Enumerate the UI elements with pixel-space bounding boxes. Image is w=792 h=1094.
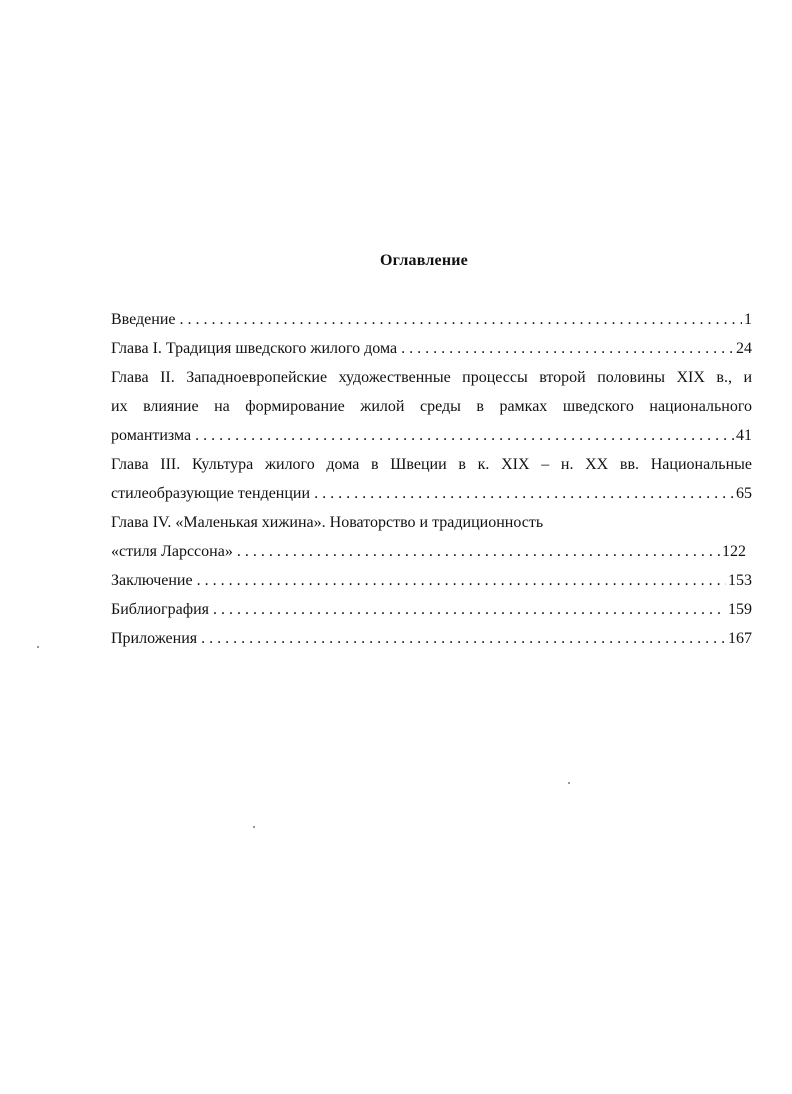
toc-entry-last-line	[111, 421, 752, 450]
toc-entry-last-line	[111, 537, 752, 566]
dot-leader	[314, 479, 734, 508]
toc-entry-conclusion	[111, 566, 752, 595]
table-of-contents	[111, 305, 752, 653]
page-title: Оглавление	[380, 252, 468, 269]
dot-leader	[213, 595, 726, 624]
toc-page-number: 122	[722, 543, 746, 560]
toc-entry-label: Заключение	[111, 572, 193, 589]
toc-page-number: 65	[736, 485, 752, 502]
toc-entry-line: Глава III. Культура жилого дома в Швеции в к. XIX – н. XX вв. Национальные	[111, 456, 752, 473]
toc-entry-introduction	[111, 305, 752, 334]
toc-entry-label: Приложения	[111, 630, 198, 647]
toc-entry-line: Глава IV. «Маленькая хижина». Новаторство и традиционность	[111, 514, 544, 531]
toc-entry-appendices	[111, 624, 752, 653]
scan-speck	[253, 826, 255, 828]
toc-entry-chapter-4	[111, 508, 752, 566]
toc-entry-chapter-2	[111, 363, 752, 450]
toc-page-number: 24	[736, 340, 752, 357]
toc-page-number: 153	[728, 572, 752, 589]
toc-entry-label: Глава I. Традиция шведского жилого дома	[111, 340, 398, 357]
dot-leader	[201, 624, 726, 653]
dot-leader	[195, 421, 734, 450]
dot-leader	[401, 334, 734, 363]
toc-entry-last-line	[111, 479, 752, 508]
toc-entry-label: романтизма	[111, 427, 192, 444]
toc-entry-label: Введение	[111, 311, 176, 328]
toc-page-number: 167	[728, 630, 752, 647]
toc-entry-label: Библиография	[111, 601, 209, 618]
toc-entry-line: Глава II. Западноевропейские художественные процессы второй половины XIX в., и	[111, 369, 752, 386]
scan-speck	[37, 646, 39, 648]
toc-page-number: 41	[736, 427, 752, 444]
dot-leader	[237, 537, 720, 566]
scan-speck	[568, 782, 570, 784]
toc-entry-label: стилеобразующие тенденции	[111, 485, 311, 502]
dot-leader	[180, 305, 743, 334]
dot-leader	[197, 566, 726, 595]
toc-page-number: 1	[744, 311, 752, 328]
toc-entry-bibliography	[111, 595, 752, 624]
toc-entry-label: «стиля Ларссона»	[111, 543, 233, 560]
toc-entry-chapter-1	[111, 334, 752, 363]
toc-entry-line: их влияние на формирование жилой среды в рамках шведского национального	[111, 398, 752, 415]
toc-entry-chapter-3	[111, 450, 752, 508]
toc-page-number: 159	[728, 601, 752, 618]
